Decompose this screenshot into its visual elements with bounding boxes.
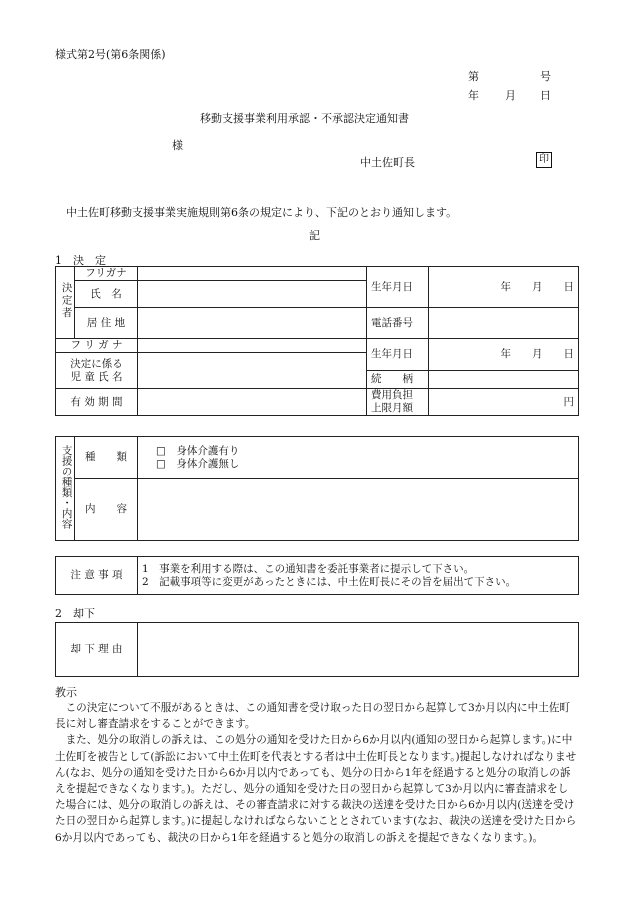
instruction-paragraph-2: また、処分の取消しの訴えは、この処分の通知を受けた日から6か月以内(通知の翌日から起算します。)に中土佐町を被告として(訴訟において中土佐町を代表とする者は中土佐町長となります。)提起しなければなりません(なお、処分の通知を受けた日から6か月以内であっても、処分の日から1年を経過すると処分の取消しの訴えを提起できなくなります。)。ただし、処分の通知を受けた日の翌日から起算して3か月以内に審査請求をした場合には、処分の取消しの訴えは、その審査請求に対する裁決の送達を受けた日から6か月以内(送達を受けた日の翌日から起算します。)に提起しなければならないこととされています(なお、裁決の送達を受けた日から6か月以内であっても、裁決の日から1年を経過すると処分の取消しの訴えを提起できなくなります。)。 — [55, 734, 577, 844]
instruction-body — [55, 700, 577, 846]
instruction-paragraph-1: この決定について不服があるときは、この通知書を受け取った日の翌日から起算して3か月以内に中土佐町長に対し審査請求をすることができます。 — [55, 702, 571, 731]
content-field[interactable] — [138, 479, 579, 541]
date-day-label: 日 — [540, 89, 551, 102]
child-furigana-field[interactable] — [138, 339, 367, 353]
furigana-field[interactable] — [138, 267, 367, 281]
decision-table — [55, 266, 579, 416]
rejection-table — [55, 622, 579, 677]
instruction-heading: 教示 — [55, 686, 77, 699]
content-label: 内 容 — [75, 479, 138, 541]
validity-label: 有 効 期 間 — [56, 389, 138, 416]
support-table — [55, 436, 579, 541]
notes-label: 注 意 事 項 — [56, 557, 138, 595]
decided-person-label: 決定者 — [56, 267, 75, 339]
child-birthdate-label: 生年月日 — [367, 339, 429, 371]
kind-options — [138, 437, 579, 479]
address-field[interactable] — [138, 308, 367, 339]
phone-field[interactable] — [429, 308, 579, 339]
address-label: 居 住 地 — [75, 308, 138, 339]
notes-table — [55, 556, 579, 595]
ki-label: 記 — [309, 229, 320, 242]
note-1: 1 事業を利用する際は、この通知書を委託事業者に提示して下さい。 — [142, 562, 475, 575]
cost-limit-label: 費用負担 上限月額 — [367, 389, 429, 416]
child-furigana-label: フ リ ガ ナ — [56, 339, 138, 353]
phone-label: 電話番号 — [367, 308, 429, 339]
relationship-field[interactable] — [429, 371, 579, 389]
relationship-label: 続 柄 — [367, 371, 429, 389]
document-number-prefix: 第 — [468, 70, 479, 83]
issuer-name: 中土佐町長 — [360, 156, 415, 169]
support-type-group-label: 支援の種類・内容 — [56, 437, 75, 541]
form-number: 様式第2号(第6条関係) — [55, 48, 166, 61]
notes-content — [138, 557, 579, 595]
name-field[interactable] — [138, 281, 367, 308]
option-without-physical-care[interactable]: □ 身体介護無し — [156, 457, 240, 470]
child-birthdate-field[interactable]: 年 月 日 — [429, 339, 579, 371]
date-month-label: 月 — [505, 89, 516, 102]
birthdate-label: 生年月日 — [367, 267, 429, 308]
addressee-suffix: 様 — [172, 139, 183, 152]
furigana-label: フリガナ — [75, 267, 138, 281]
name-label: 氏 名 — [75, 281, 138, 308]
kind-label: 種 類 — [75, 437, 138, 479]
date-year-label: 年 — [468, 89, 479, 102]
cost-limit-field[interactable]: 円 — [429, 389, 579, 416]
child-name-label: 決定に係る 児 童 氏 名 — [56, 353, 138, 389]
note-2: 2 記載事項等に変更があったときには、中土佐町長にその旨を届出て下さい。 — [142, 575, 517, 588]
rejection-reason-label: 却 下 理 由 — [56, 623, 138, 677]
document-number-suffix: 号 — [540, 70, 551, 83]
document-title: 移動支援事業利用承認・不承認決定通知書 — [200, 112, 409, 125]
birthdate-field[interactable]: 年 月 日 — [429, 267, 579, 308]
seal-mark: 印 — [536, 152, 552, 168]
intro-text: 中土佐町移動支援事業実施規則第6条の規定により、下記のとおり通知します。 — [66, 206, 458, 219]
rejection-reason-field[interactable] — [138, 623, 579, 677]
validity-field[interactable] — [138, 389, 367, 416]
child-name-field[interactable] — [138, 353, 367, 389]
section2-heading: 2 却下 — [55, 607, 95, 620]
option-with-physical-care[interactable]: □ 身体介護有り — [156, 444, 240, 457]
section1-heading: 1 決 定 — [55, 254, 106, 267]
